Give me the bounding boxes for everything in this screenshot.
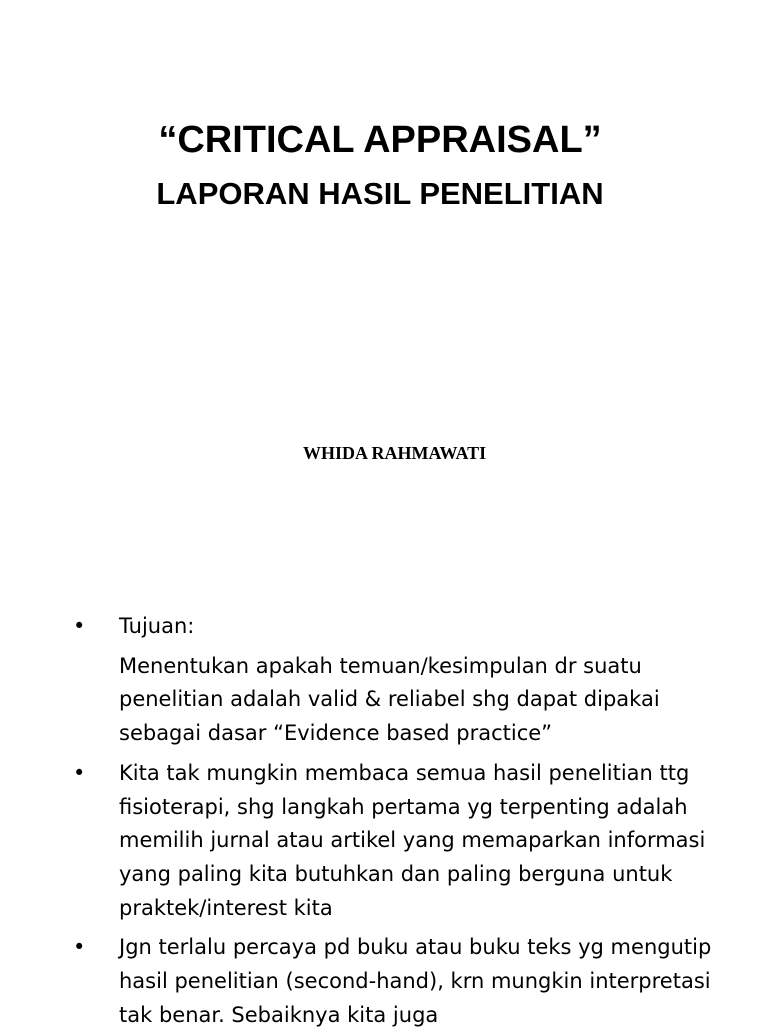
bullet-list: [0, 610, 768, 1032]
bullet-dot-icon: •: [73, 614, 86, 638]
bullet-dot-icon: •: [73, 760, 86, 785]
bullet-dot-icon: •: [73, 935, 86, 960]
content-slide: [0, 610, 768, 1027]
slide-title: “CRITICAL APPRAISAL”: [158, 119, 602, 161]
bullet-item: [0, 610, 768, 751]
author-name: WHIDA RAHMAWATI: [303, 443, 487, 463]
slide-subtitle: LAPORAN HASIL PENELITIAN: [156, 176, 604, 211]
bullet-text: Kita tak mungkin membaca semua hasil penelitian ttg fisioterapi, shg langkah pertama yg terpenting adalah memilih jurnal atau artikel yang memaparkan informasi yang paling kita butuhkan dan paling berguna untuk praktek/interest kita: [119, 760, 706, 920]
bullet-item: [0, 931, 768, 1032]
bullet-text: Tujuan:: [119, 614, 195, 638]
bullet-text: Jgn terlalu percaya pd buku atau buku teks yg mengutip hasil penelitian (second-hand), krn mungkin interpretasi tak benar. Sebaiknya kita juga: [119, 935, 712, 1027]
bullet-detail-text: Menentukan apakah temuan/kesimpulan dr suatu penelitian adalah valid & reliabel shg dapat dipakai sebagai dasar “Evidence based practice”: [119, 653, 660, 746]
bullet-item: [0, 757, 768, 926]
